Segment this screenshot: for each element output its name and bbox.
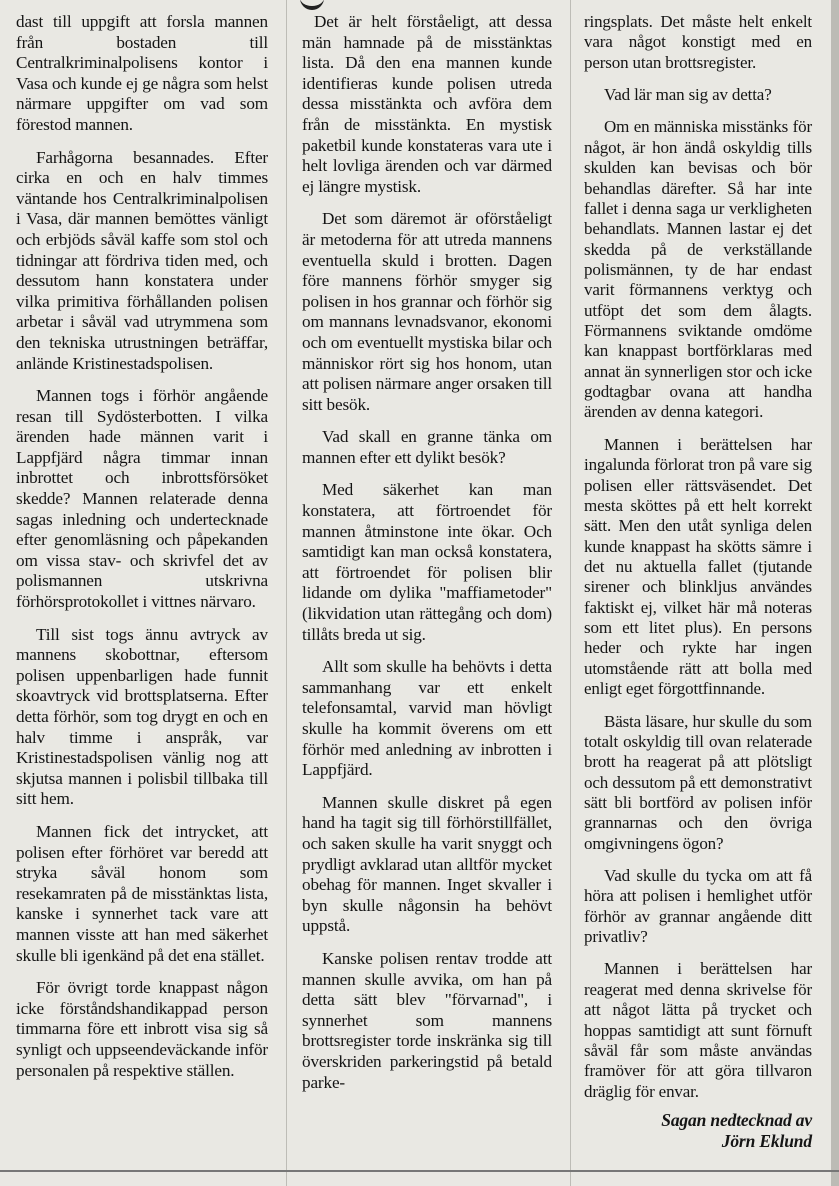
article-column-3 — [584, 12, 812, 1152]
paragraph: Med säkerhet kan man konstatera, att förtroendet för mannen åtminstone inte ökar. Och samtidigt kan man också konstatera, att förtroendet för polisen blir lidande om dylika "maffiametoder" (likvidation utan rättegång och dom) tillåts breda ut sig. — [302, 480, 552, 644]
paragraph: ringsplats. Det måste helt enkelt vara något konstigt med en person utan brottsregister. — [584, 12, 812, 72]
paragraph: Vad skall en granne tänka om mannen efter ett dylikt besök? — [302, 427, 552, 467]
signature-line-1: Sagan nedtecknad av — [661, 1109, 812, 1130]
signature-author-name: Jörn Eklund — [721, 1130, 812, 1151]
paragraph: Mannen i berättelsen har reagerat med denna skrivelse för att något lätta på trycket och hoppas samtidigt att sunt förnuft såväl får som måste användas framöver för att göra tillvaron dräglig för envar. — [584, 959, 812, 1101]
paragraph: Mannen skulle diskret på egen hand ha tagit sig till förhörstillfället, och saken skulle ha varit snyggt och prydligt avklarad utan alltför mycket obehag för mannen. Inget skvaller i byn skulle någonsin ha behövt uppstå. — [302, 792, 552, 936]
paragraph: Mannen togs i förhör angående resan till Sydösterbotten. I vilka ärenden hade männen varit i Lappfjärd några timmar innan inbrottet och inbrottsförsöket skedde? Mannen relaterade denna sagas inledning och undertecknade efter genomläsning och påpekanden om vissa stav- och skrivfel det av polismannen utskrivna förhörsprotokollet i vittnes närvaro. — [16, 386, 268, 612]
paragraph: Vad skulle du tycka om att få höra att polisen i hemlighet utför förhör av grannar angående ditt privatliv? — [584, 866, 812, 947]
bottom-rule — [0, 1170, 839, 1172]
article-column-1 — [16, 12, 268, 1093]
paragraph: Om en människa misstänks för något, är hon ändå oskyldig tills skulden kan bevisas och bör behandlas därefter. Så har inte fallet i denna saga ur verkligheten behandlats. Mannen lastar ej det skedda på de verkställande polismännen, ty de har endast varit förmannens verktyg och utföpt det som dem ålagts. Förmannens sviktande omdöme kan knappast bortförklaras med annat än synnerligen stor och icke godtagbar ovana att handha ärenden av denna kategori. — [584, 117, 812, 422]
paragraph: Bästa läsare, hur skulle du som totalt oskyldig till ovan relaterade brott ha reagerat på att plötsligt och dessutom på ett demonstrativt sätt bli bortförd av polisen inför grannarnas och den övriga omgivningens ögon? — [584, 711, 812, 853]
paragraph: Allt som skulle ha behövts i detta sammanhang var ett enkelt telefonsamtal, varvid man hövligt skulle ha kommit överens om ett förhör med anledning av inbrotten i Lappfjärd. — [302, 657, 552, 780]
author-signature — [584, 1110, 812, 1152]
paragraph: Det är helt förståeligt, att dessa män hamnade på de misstänktas lista. Då den ena mannen kunde identifieras kunde polisen utreda dessa misstänkta och avföra dem från de misstänkta. En mystisk paketbil kunde konstateras vara ute i helt lovliga ärenden och var därmed ej längre mystisk. — [302, 12, 552, 196]
paragraph: Det som däremot är oförståeligt är metoderna för att utreda mannens eventuella skuld i brotten. Dagen före mannens förhör smyger sig polisen in hos grannar och förhör sig om mannans levnadsvanor, ekonomi och om eventuellt mystiska bilar och människor rört sig hos honom, utan att polisen närmare anger orsaken till sitt besök. — [302, 209, 552, 414]
paragraph: Kanske polisen rentav trodde att mannen skulle avvika, om han på detta sätt blev "förvarnad", i synnerhet som mannens brottsregister torde inskränka sig till överskriden parkeringstid på betald parke- — [302, 948, 552, 1092]
paragraph: dast till uppgift att forsla mannen från bostaden till Centralkriminalpolisens kontor i Vasa och kunde ej ge några som helst närmare uppgifter om vad som förestod mannen. — [16, 12, 268, 134]
paragraph: För övrigt torde knappast någon icke förståndshandikappad person timmarna före ett inbrott visa sig så synligt och uppseendeväckande inför personalen på respektive ställen. — [16, 978, 268, 1080]
page-top-mark — [300, 0, 324, 10]
paragraph: Mannen i berättelsen har ingalunda förlorat tron på vare sig polisen eller rättsväsendet. Det mesta sköttes på ett helt korrekt sätt. Men den utåt synliga delen kunde knappast ha skötts sämre i det nu aktuella fallet (tjutande sirener och blinkljus användes faktiskt ej, vilket här må noteras som ett litet plus). En persons heder och rykte har ingen utomstående rätt att bolla med enligt eget förgottfinnande. — [584, 434, 812, 699]
paragraph: Vad lär man sig av detta? — [604, 85, 772, 105]
page-edge — [831, 0, 839, 1186]
column-rule-1 — [286, 0, 287, 1186]
paragraph: Till sist togs ännu avtryck av mannens skobottnar, eftersom polisen uppenbarligen hade funnit skoavtryck vid brottsplatserna. Efter detta förhör, som tog drygt en och en halv timme i anspråk, var Kristinestadspolisen vänlig nog att skjutsa mannen i polisbil tillbaka till sitt hem. — [16, 624, 268, 809]
column-rule-2 — [570, 0, 571, 1186]
paragraph: Mannen fick det intrycket, att polisen efter förhöret var beredd att stryka såväl honom som resekamraten på de misstänktas lista, kanske i synnerhet tack vare att mannen visste att han med säkerhet skulle bli igenkänd på det ena stället. — [16, 821, 268, 965]
paragraph: Farhågorna besannades. Efter cirka en och en halv timmes väntande hos Centralkriminalpolisen i Vasa, där mannen bemöttes vänligt och erbjöds såväl kaffe som stol och tidningar att fördriva tiden med, och dessutom hann konstatera under vilka primitiva förhållanden polisen arbetar i såväl vad utrymmena som den tekniska utrustningen beträffar, anlände Kristinestadspolisen. — [16, 147, 268, 373]
article-column-2 — [302, 12, 552, 1105]
